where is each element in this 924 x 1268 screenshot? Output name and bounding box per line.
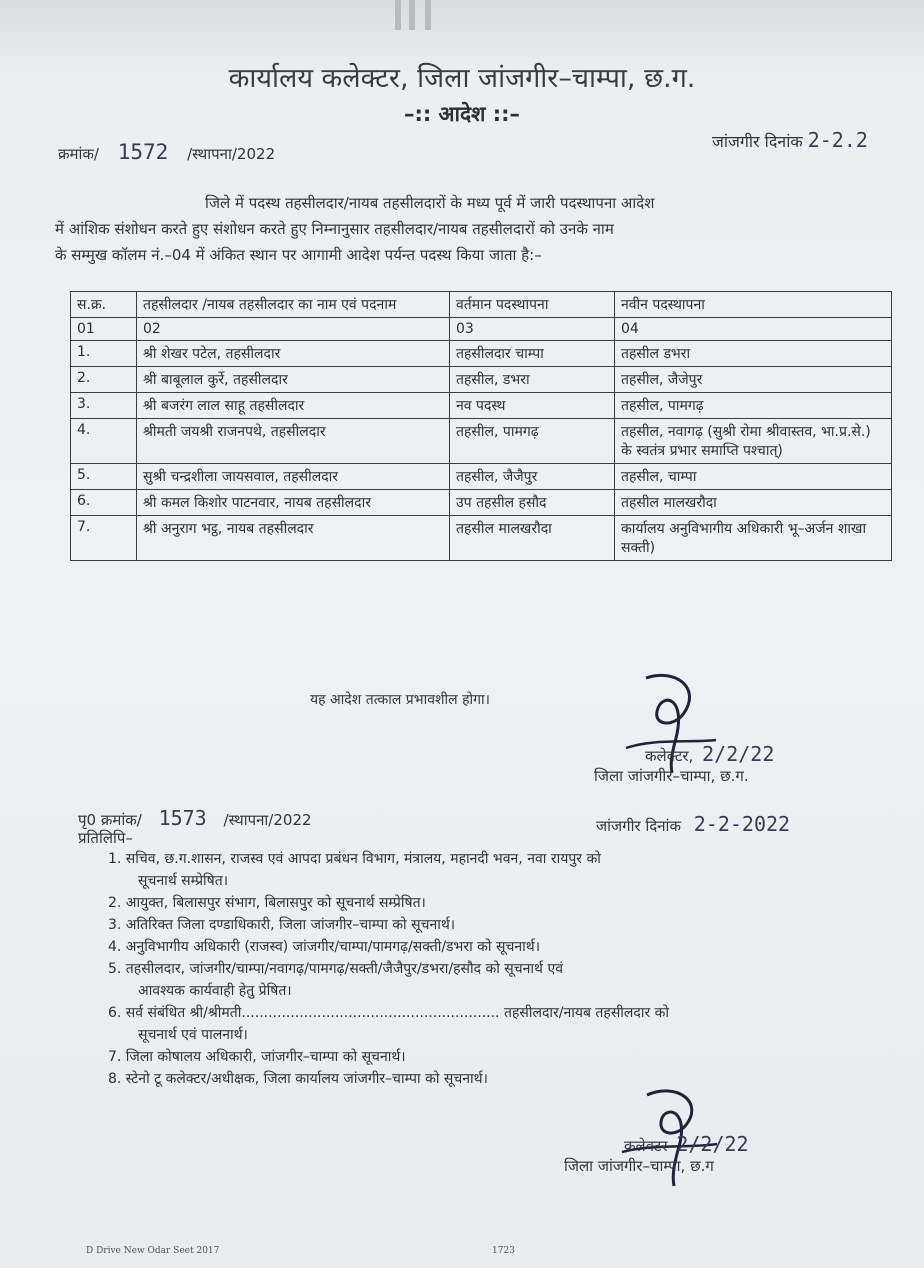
list-item: 4. अनुविभागीय अधिकारी (राजस्व) जांजगीर/चाम्पा/पामगढ़/सक्ती/डभरा को सूचनार्थ।	[108, 939, 541, 955]
row-current-post: तहसीलदार चाम्पा	[450, 341, 615, 367]
binding-mark	[395, 0, 439, 30]
list-item: 6. सर्व संबंधित श्री/श्रीमती.......................................................... तहसीलदार/नायब तहसीलदार को	[108, 1005, 670, 1021]
row-officer: श्री अनुराग भट्ठ, नायब तहसीलदार	[137, 516, 450, 561]
row-new-post: तहसील डभरा	[615, 341, 892, 367]
copy-date-value: 2-2-2022	[693, 812, 791, 836]
order-paragraph	[55, 190, 915, 268]
effective-note: यह आदेश तत्काल प्रभावशील होगा।	[310, 692, 490, 708]
row-officer: श्री बजरंग लाल साहू तहसीलदार	[137, 393, 450, 419]
row-new-post: तहसील, नवागढ़ (सुश्री रोमा श्रीवास्तव, भा.प्र.से.) के स्वतंत्र प्रभार समाप्ति पश्चात्)	[615, 419, 892, 464]
col-number: 03	[450, 318, 615, 341]
list-item: 7. जिला कोषालय अधिकारी, जांजगीर–चाम्पा को सूचनार्थ।	[108, 1049, 406, 1065]
row-new-post: कार्यालय अनुविभागीय अधिकारी भू–अर्जन शाखा सक्ती)	[615, 516, 892, 561]
copy-ref-suffix: /स्थापना/2022	[223, 811, 312, 829]
date-label: जांजगीर दिनांक	[712, 132, 803, 151]
ref-prefix: क्रमांक/	[58, 145, 99, 163]
header-cell: नवीन पदस्थापना	[615, 292, 892, 318]
header-cell: वर्तमान पदस्थापना	[450, 292, 615, 318]
footer-path: D Drive New Odar Seet 2017	[86, 1246, 220, 1256]
col-number: 01	[71, 318, 137, 341]
table-row	[71, 516, 892, 561]
header-cell: तहसीलदार /नायब तहसीलदार का नाम एवं पदनाम	[137, 292, 450, 318]
row-serial: 1.	[71, 341, 137, 367]
copy-list	[108, 848, 828, 1090]
copy-ref-prefix: पृ0 क्रमांक/	[78, 811, 142, 829]
ref-number: 1572	[117, 140, 169, 164]
row-serial: 3.	[71, 393, 137, 419]
row-new-post: तहसील, चाम्पा	[615, 464, 892, 490]
table-row	[71, 419, 892, 464]
list-item-continuation: सूचनार्थ एवं पालनार्थ।	[138, 1027, 248, 1043]
copy-date-label: जांजगीर दिनांक	[596, 817, 681, 835]
list-item-continuation: सूचनार्थ सम्प्रेषित।	[138, 873, 229, 889]
order-reference	[58, 140, 275, 164]
paragraph-line: जिले में पदस्थ तहसीलदार/नायब तहसीलदारों के मध्य पूर्व में जारी पदस्थापना आदेश	[205, 194, 655, 212]
header-cell: स.क्र.	[71, 292, 137, 318]
signature2-title	[624, 1132, 749, 1156]
table-row	[71, 393, 892, 419]
copy-reference	[78, 806, 312, 830]
table-row	[71, 341, 892, 367]
row-current-post: तहसील मालखरौदा	[450, 516, 615, 561]
row-officer: सुश्री चन्द्रशीला जायसवाल, तहसीलदार	[137, 464, 450, 490]
row-serial: 5.	[71, 464, 137, 490]
col-number: 02	[137, 318, 450, 341]
copy-date	[596, 812, 790, 836]
row-new-post: तहसील, जैजेपुर	[615, 367, 892, 393]
row-officer: श्रीमती जयश्री राजनपथे, तहसीलदार	[137, 419, 450, 464]
table-header-row	[71, 292, 892, 318]
row-current-post: तहसील, जैजैपुर	[450, 464, 615, 490]
row-officer: श्री बाबूलाल कुर्रे, तहसीलदार	[137, 367, 450, 393]
row-serial: 6.	[71, 490, 137, 516]
paragraph-line: के सम्मुख कॉलम नं.–04 में अंकित स्थान पर आगामी आदेश पर्यन्त पदस्थ किया जाता है:–	[55, 246, 542, 264]
row-current-post: नव पदस्थ	[450, 393, 615, 419]
row-current-post: तहसील, डभरा	[450, 367, 615, 393]
list-item: 8. स्टेनो टू कलेक्टर/अधीक्षक, जिला कार्यालय जांजगीर–चाम्पा को सूचनार्थ।	[108, 1071, 488, 1087]
row-new-post: तहसील, पामगढ़	[615, 393, 892, 419]
table-row	[71, 367, 892, 393]
list-item-continuation: आवश्यक कार्यवाही हेतु प्रेषित।	[138, 983, 292, 999]
row-new-post: तहसील मालखरौदा	[615, 490, 892, 516]
signature2-district: जिला जांजगीर–चाम्पा, छ.ग	[564, 1157, 714, 1175]
row-serial: 4.	[71, 419, 137, 464]
signature1-title	[645, 742, 774, 766]
signature-date: 2/2/22	[676, 1132, 749, 1156]
row-serial: 7.	[71, 516, 137, 561]
paragraph-line: में आंशिक संशोधन करते हुए संशोधन करते हुए निम्नानुसार तहसीलदार/नायब तहसीलदारों को उनके नाम	[55, 220, 614, 238]
row-current-post: तहसील, पामगढ़	[450, 419, 615, 464]
date-value: 2-2.2	[807, 128, 868, 152]
row-officer: श्री कमल किशोर पाटनवार, नायब तहसीलदार	[137, 490, 450, 516]
list-item: 1. सचिव, छ.ग.शासन, राजस्व एवं आपदा प्रबंधन विभाग, मंत्रालय, महानदी भवन, नवा रायपुर को	[108, 851, 601, 867]
row-officer: श्री शेखर पटेल, तहसीलदार	[137, 341, 450, 367]
ref-suffix: /स्थापना/2022	[187, 145, 276, 163]
signature1-district: जिला जांजगीर–चाम्पा, छ.ग.	[594, 767, 749, 785]
copy-ref-number: 1573	[158, 806, 207, 830]
order-title: –:: आदेश ::–	[403, 102, 521, 126]
posting-table	[70, 291, 892, 561]
footer-number: 1723	[492, 1246, 515, 1256]
column-number-row	[71, 318, 892, 341]
collector-title: कलेक्टर	[624, 1137, 668, 1155]
copy-heading: प्रतिलिपि–	[78, 829, 133, 847]
order-date	[712, 128, 868, 152]
table-row	[71, 464, 892, 490]
col-number: 04	[615, 318, 892, 341]
row-current-post: उप तहसील हसौद	[450, 490, 615, 516]
row-serial: 2.	[71, 367, 137, 393]
table-row	[71, 490, 892, 516]
list-item: 5. तहसीलदार, जांजगीर/चाम्पा/नवागढ़/पामगढ़/सक्ती/जैजैपुर/डभरा/हसौद को सूचनार्थ एवं	[108, 961, 563, 977]
office-heading: कार्यालय कलेक्टर, जिला जांजगीर–चाम्पा, छ.ग.	[228, 63, 696, 94]
list-item: 2. आयुक्त, बिलासपुर संभाग, बिलासपुर को सूचनार्थ सम्प्रेषित।	[108, 895, 426, 911]
list-item: 3. अतिरिक्त जिला दण्डाधिकारी, जिला जांजगीर–चाम्पा को सूचनार्थ।	[108, 917, 456, 933]
collector-title: कलेक्टर,	[645, 747, 694, 765]
signature-date: 2/2/22	[702, 742, 775, 766]
